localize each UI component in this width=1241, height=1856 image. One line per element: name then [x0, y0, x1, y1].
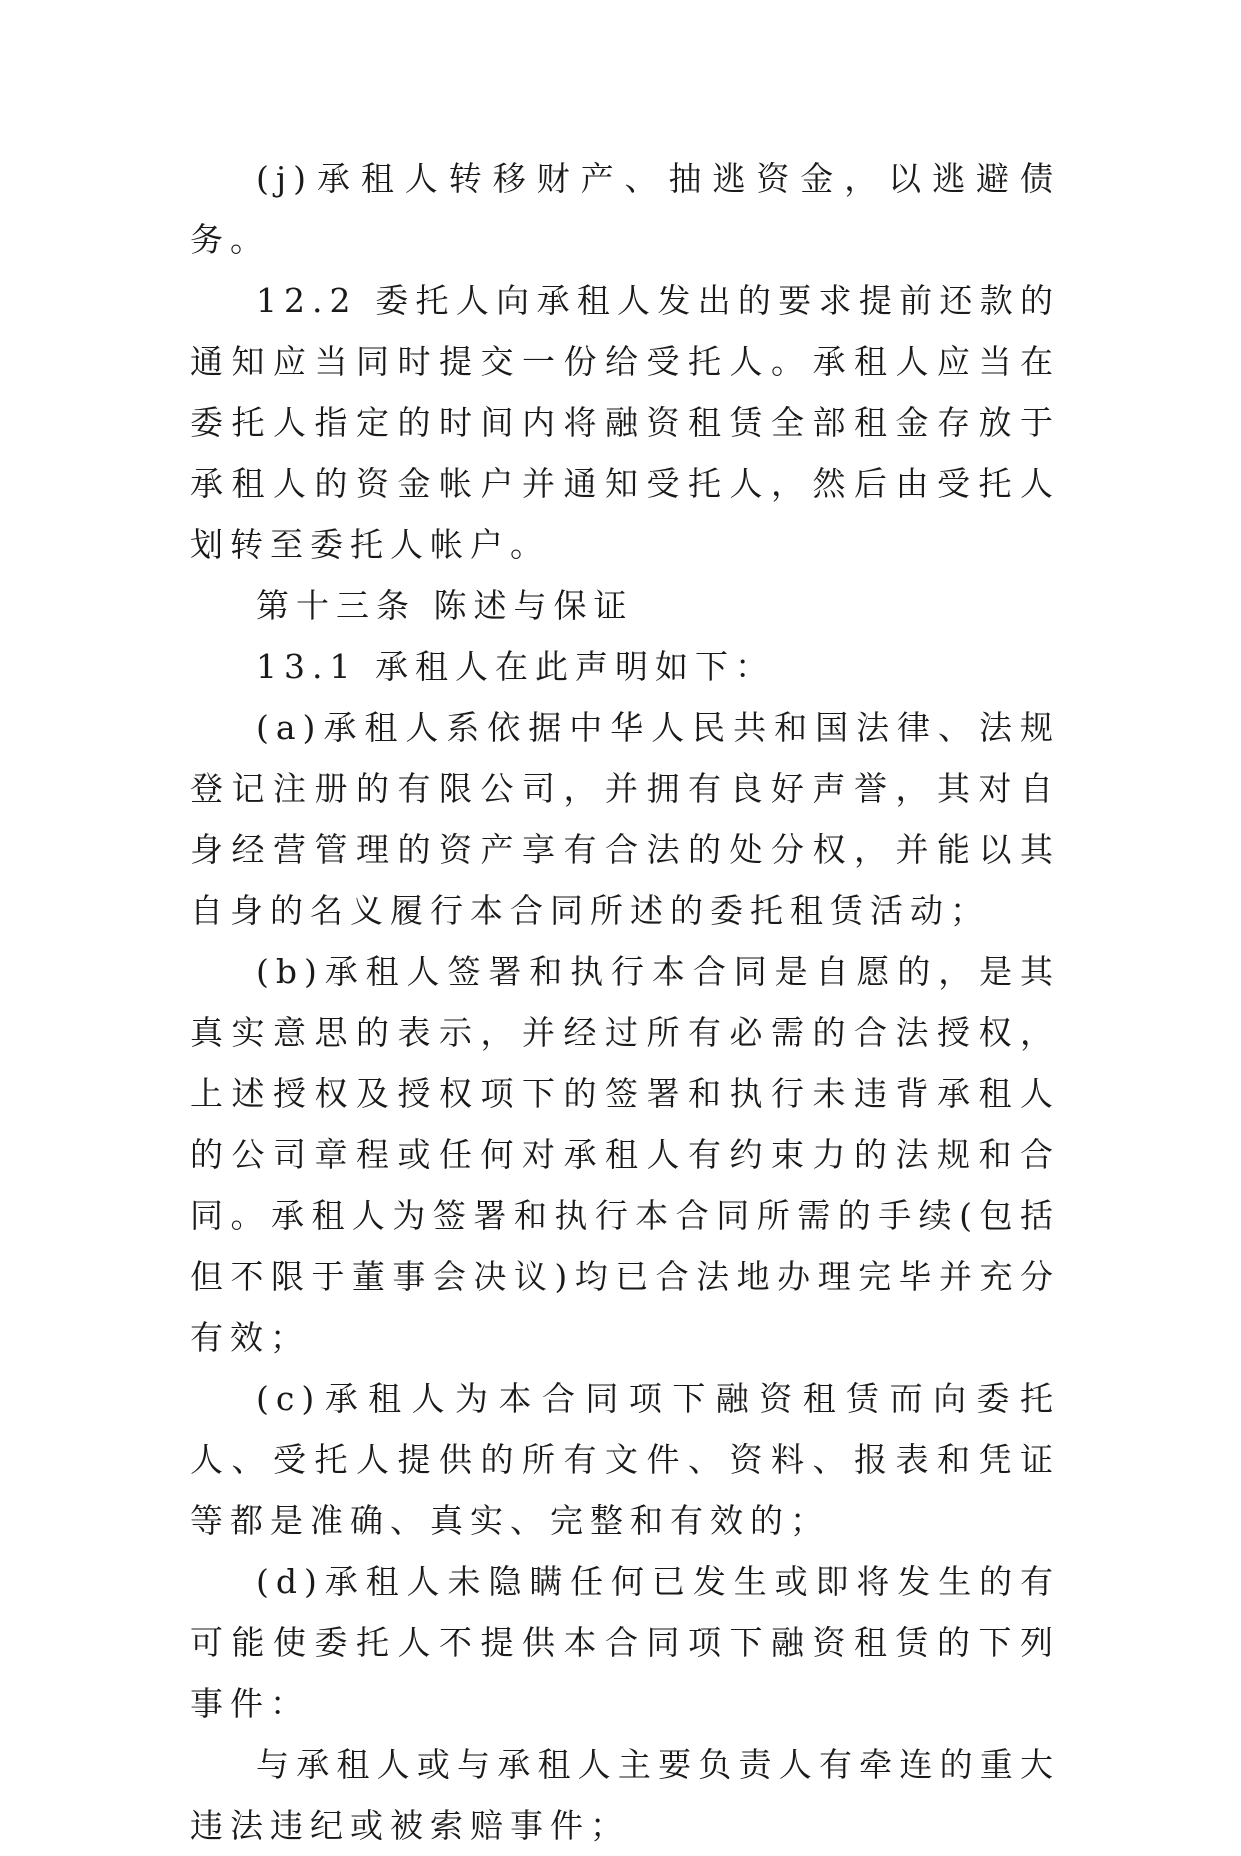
event-item-paragraph: 与承租人或与承租人主要负责人有牵连的重大违法违纪或被索赔事件； [190, 1745, 1060, 1845]
clause-c-paragraph: (c)承租人为本合同项下融资租赁而向委托人、受托人提供的所有文件、资料、报表和凭证等都是准确、真实、完整和有效的； [190, 1379, 1060, 1540]
clause-j-paragraph: (j)承租人转移财产、抽逃资金，以逃避债务。 [190, 159, 1060, 259]
clause-13-1-paragraph: 13.1 承租人在此声明如下： [256, 647, 775, 686]
clause-d-paragraph: (d)承租人未隐瞒任何已发生或即将发生的有可能使委托人不提供本合同项下融资租赁的下列事件： [190, 1562, 1060, 1723]
clause-b-paragraph: (b)承租人签署和执行本合同是自愿的，是其真实意思的表示，并经过所有必需的合法授权，上述授权及授权项下的签署和执行未违背承租人的公司章程或任何对承租人有约束力的法规和合同。承租人为签署和执行本合同所需的手续(包括但不限于董事会决议)均已合法地办理完毕并充分有效； [190, 952, 1060, 1357]
document-body [190, 148, 1060, 1856]
article-13-heading: 第十三条 陈述与保证 [256, 586, 634, 625]
clause-a-paragraph: (a)承租人系依据中华人民共和国法律、法规登记注册的有限公司，并拥有良好声誉，其对自身经营管理的资产享有合法的处分权，并能以其自身的名义履行本合同所述的委托租赁活动； [190, 708, 1060, 930]
clause-12-2-paragraph: 12.2 委托人向承租人发出的要求提前还款的通知应当同时提交一份给受托人。承租人应当在委托人指定的时间内将融资租赁全部租金存放于承租人的资金帐户并通知受托人，然后由受托人划转至委托人帐户。 [190, 281, 1060, 564]
